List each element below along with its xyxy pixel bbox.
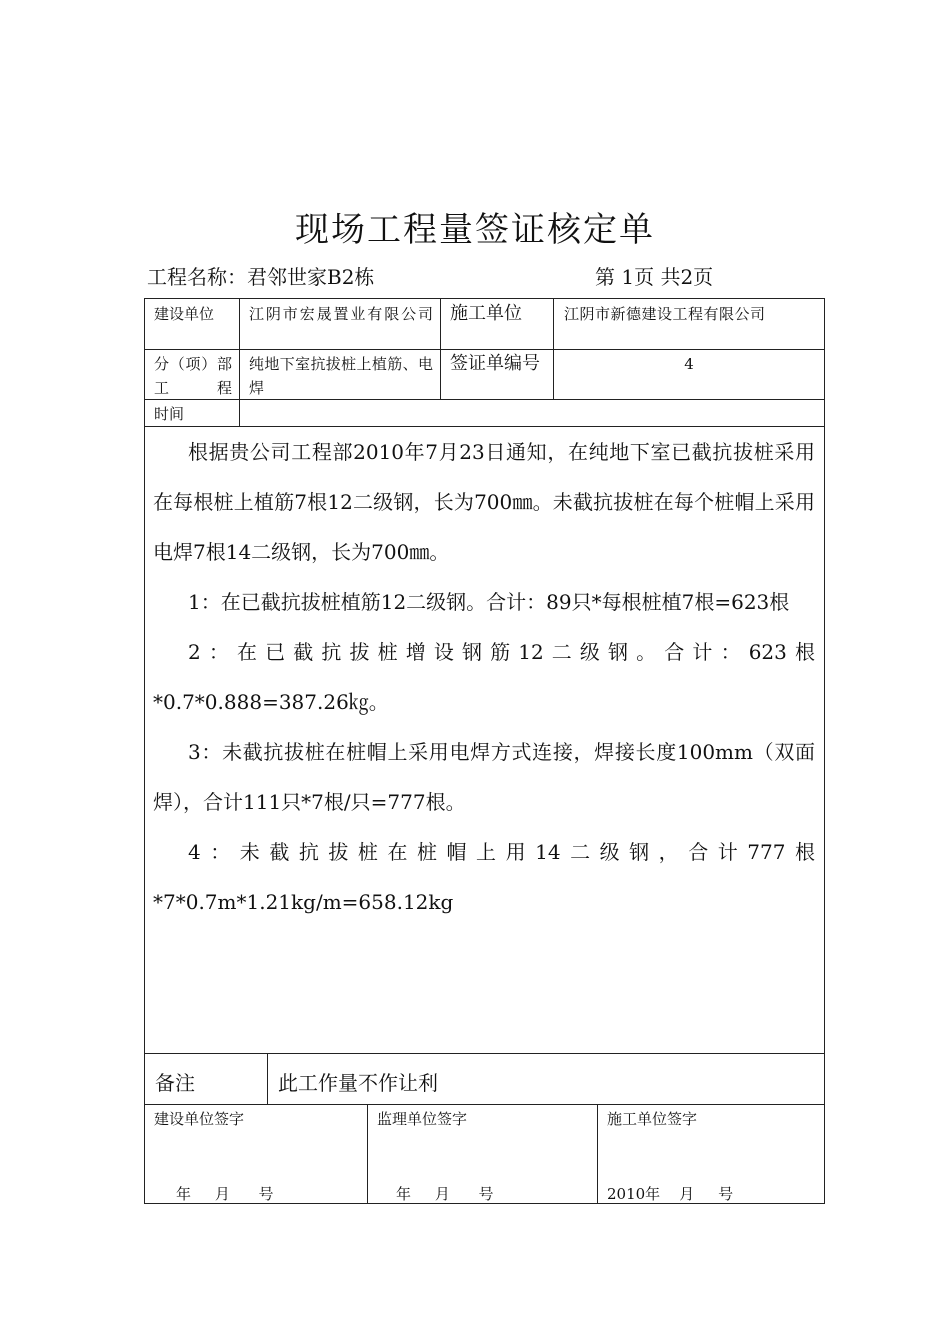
item-1: 1：在已截抗拔桩植筋12二级钢。合计：89只*每根桩植7根=623根 (188, 590, 790, 614)
contractor-value: 江阴市新德建设工程有限公司 (564, 305, 766, 323)
column-divider (553, 298, 554, 399)
project-name: 工程名称：君邻世家B2栋 (147, 265, 375, 289)
row-divider (144, 399, 825, 400)
subproject-label: 分（项）部工程 (154, 355, 232, 397)
visa-content (153, 427, 815, 927)
item-3: 3：未截抗拔桩在桩帽上采用电焊方式连接，焊接长度100mm（双面焊），合计111只*7根/只=777根。 (153, 740, 815, 814)
client-value: 江阴市宏晟置业有限公司 (249, 305, 433, 323)
row-divider (144, 1053, 825, 1054)
column-divider (440, 298, 441, 399)
client-label: 建设单位 (154, 305, 215, 323)
remarks-text: 此工作量不作让利 (278, 1071, 438, 1095)
remarks-label: 备注 (155, 1071, 195, 1095)
client-signature-date: 年 月 号 (176, 1185, 274, 1203)
contractor-signature-date: 2010年 月 号 (607, 1185, 734, 1203)
page-info: 第 1页 共2页 (595, 265, 714, 289)
column-divider (597, 1104, 598, 1204)
supervisor-signature-label: 监理单位签字 (377, 1110, 468, 1128)
document-title: 现场工程量签证核定单 (295, 210, 655, 250)
visa-number-value: 4 (684, 355, 694, 373)
column-divider (267, 1053, 268, 1104)
subproject-value: 纯地下室抗拔桩上植筋、电焊 (249, 355, 433, 397)
row-divider (144, 1104, 825, 1105)
client-signature-label: 建设单位签字 (154, 1110, 245, 1128)
contractor-signature-label: 施工单位签字 (607, 1110, 698, 1128)
item-4: 4：未截抗拔桩在桩帽上用14二级钢，合计777根*7*0.7m*1.21kg/m=658.12kg (153, 840, 815, 914)
contractor-label: 施工单位 (450, 303, 522, 324)
supervisor-signature-date: 年 月 号 (396, 1185, 494, 1203)
intro-paragraph: 根据贵公司工程部2010年7月23日通知，在纯地下室已截抗拔桩采用在每根桩上植筋7根12二级钢，长为700㎜。未截抗拔桩在每个桩帽上采用电焊7根14二级钢，长为700㎜。 (153, 440, 815, 564)
column-divider (239, 298, 240, 426)
visa-number-label: 签证单编号 (450, 353, 540, 374)
time-label: 时间 (154, 405, 185, 423)
item-2: 2：在已截抗拔桩增设钢筋12二级钢。合计：623根*0.7*0.888=387.26㎏。 (153, 640, 815, 714)
row-divider (144, 349, 825, 350)
column-divider (367, 1104, 368, 1204)
